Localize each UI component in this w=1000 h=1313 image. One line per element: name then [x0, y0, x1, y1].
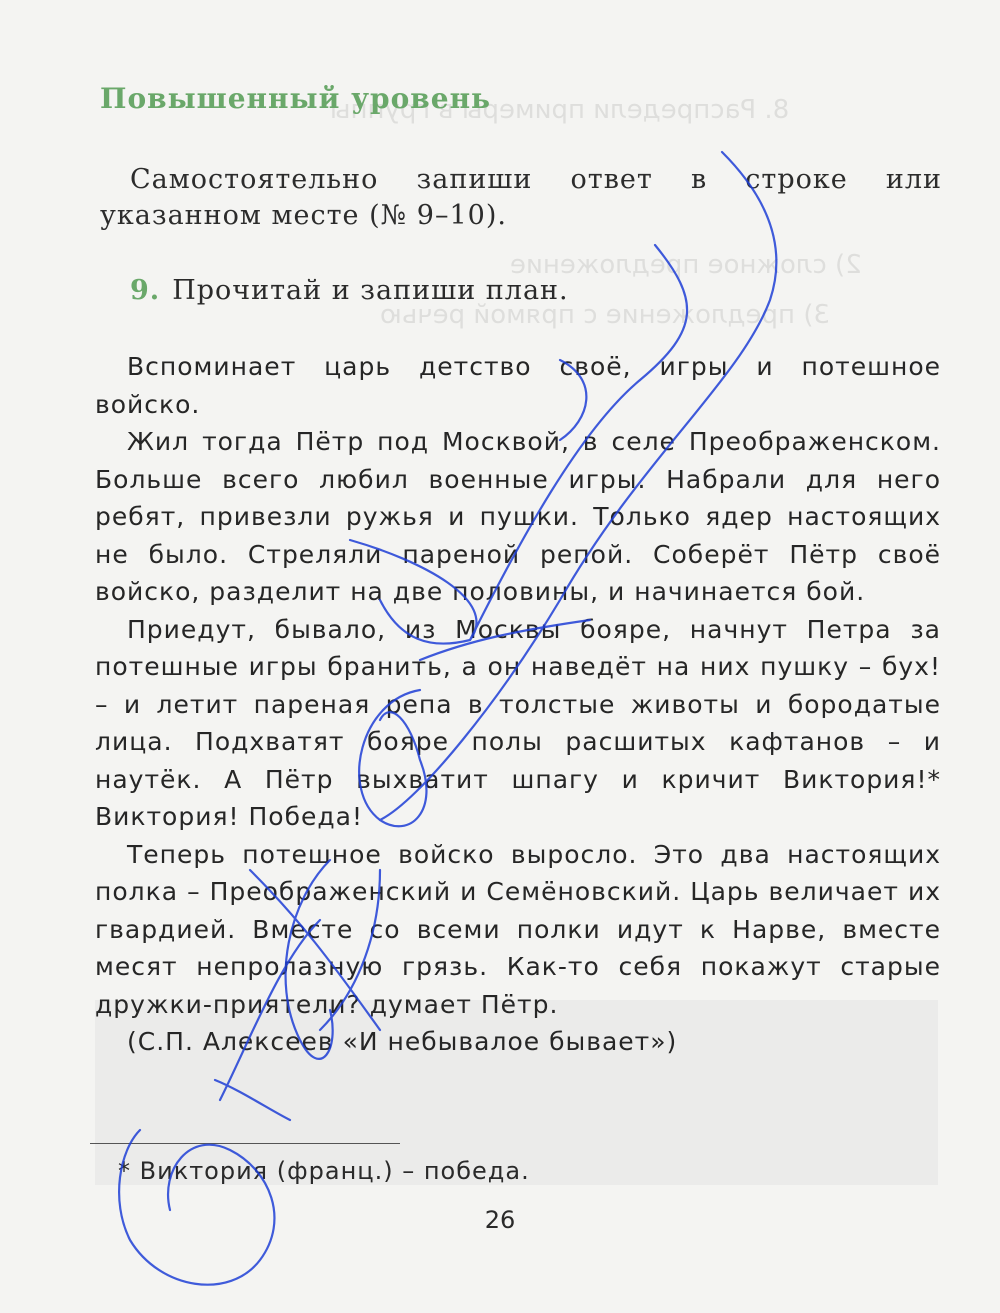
- story-paragraph: Вспоминает царь детство своё, игры и потешное войско.: [95, 352, 941, 419]
- section-heading: Повышенный уровень: [100, 82, 492, 115]
- bleed-through-text: 3) предложение с прямой речью: [380, 300, 830, 330]
- task-text: Прочитай и запиши план.: [172, 275, 569, 306]
- story-paragraph: Жил тогда Пётр под Москвой, в селе Преображенском. Больше всего любил военные игры. Набрали для него ребят, привезли ружья и пушки. Только ядер настоящих не было. Стреляли пареной репой. Соберёт Пётр своё войско, разделит на две половины, и начинается бой.: [95, 427, 941, 606]
- story-source: (С.П. Алексеев «И небывалое бывает»): [127, 1027, 678, 1056]
- bleed-through-text: 8. Распредели примеры в группы: [330, 95, 790, 125]
- footnote: * Виктория (франц.) – победа.: [118, 1157, 530, 1185]
- story-paragraph: Теперь потешное войско выросло. Это два настоящих полка – Преображенский и Семёновский. Царь величает их гвардией. Вместе со всеми полки идут к Нарве, вместе месят непролазную грязь. Как-то себя покажут старые дружки-приятели? думает Пётр.: [95, 839, 941, 1019]
- page-number: 26: [484, 1206, 516, 1234]
- footnote-divider: [90, 1143, 400, 1144]
- story-text: [95, 348, 941, 1061]
- task-header: [130, 275, 569, 306]
- task-number: 9.: [130, 275, 161, 306]
- bleed-through-text: 2) сложное предложение: [510, 250, 862, 280]
- story-paragraph: Приедут, бывало, из Москвы бояре, начнут Петра за потешные игры бранить, а он наведёт на них пушку – бух! – и летит пареная репа в толстые животы и бородатые лица. Подхватят бояре полы расшитых кафтанов – и наутёк. А Пётр выхватит шпагу и кричит Виктория!* Виктория! Победа!: [95, 614, 941, 831]
- instruction-text: Самостоятельно запиши ответ в строке или указанном месте (№ 9–10).: [100, 164, 942, 231]
